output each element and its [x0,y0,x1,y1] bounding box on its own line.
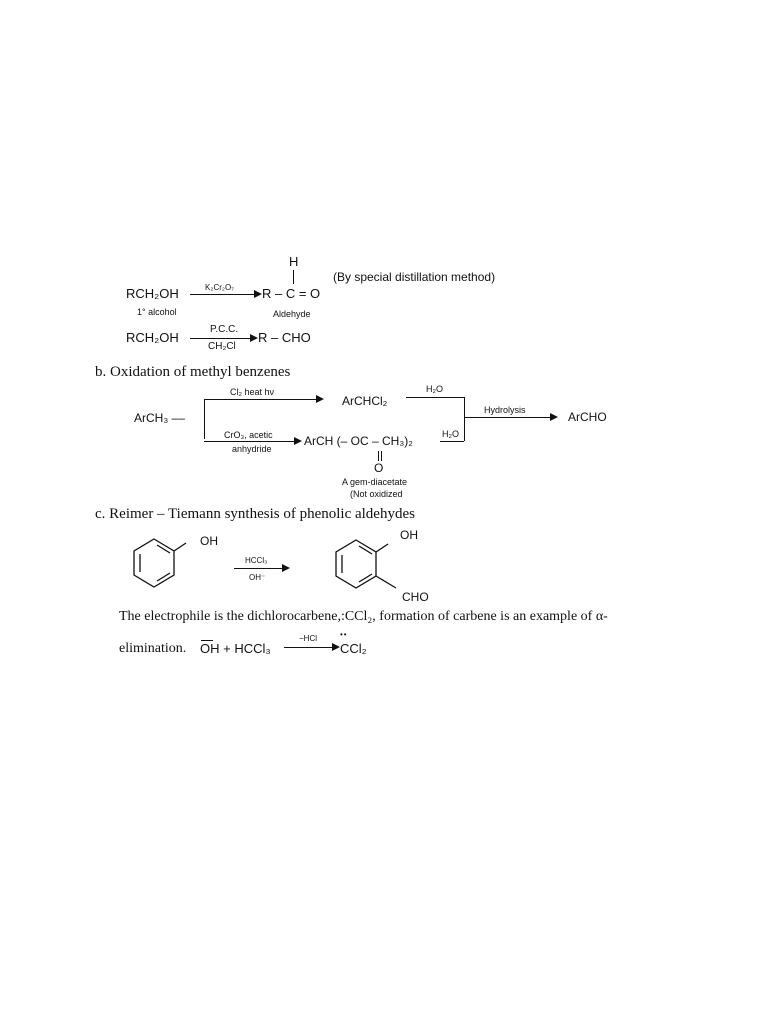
reactant-rch2oh-2: RCH₂OH [126,330,179,345]
lower-arrow-head [294,437,302,445]
arrow-1-head [254,290,262,298]
bond-c-h [293,270,294,284]
upper-reagent: Cl₂ heat hν [230,387,275,397]
upper-h2o-line [406,397,464,398]
equation-arrow-head [332,643,340,651]
upper-arrow [204,399,318,400]
hydrolysis-arrow [464,417,552,418]
archo: ArCHO [568,410,607,424]
distillation-note: (By special distillation method) [333,270,496,284]
carbonyl-bond-1 [378,451,379,461]
carbene-lone-pair: •• [340,630,348,639]
lower-arrow [204,441,296,442]
carbonyl-o: O [374,461,384,475]
equation-right: CCl₂ [340,641,367,656]
carbonyl-bond-2 [381,451,382,461]
upper-arrow-head [316,395,324,403]
rt-arrow [234,568,284,569]
arrow-1 [190,294,256,295]
reagent-hccl3: HCCl₃ [245,556,268,565]
elimination-label: elimination. [119,641,187,656]
product-rc-o: R – C = O [262,286,321,301]
lower-reagent-bottom: anhydride [232,444,272,454]
phenol-ring [128,535,208,595]
arrow-2-head [250,334,258,342]
hydrolysis-label: Hydrolysis [484,405,526,415]
lower-h2o-line [440,441,464,442]
reagent-k2cr2o7: K₂Cr₂O₇ [205,283,234,292]
h2o-bottom: H₂O [442,429,459,439]
lower-reagent-top: CrO₃, acetic [224,430,273,440]
gem-diacetate-product: ArCH (– OC – CH₃)₂ [304,434,413,448]
arrow-2 [190,338,252,339]
h2o-top: H₂O [426,384,443,394]
electrophile-text: The electrophile is the dichlorocarbene,:CCl₂, formation of carbene is an example of α- [119,609,608,624]
label-1-alcohol: 1° alcohol [137,307,177,317]
heading-b: b. Oxidation of methyl benzenes [95,364,291,380]
phenol-oh: OH [200,534,218,548]
branch-vertical [204,399,205,439]
gem-label: A gem-diacetate [342,477,408,487]
reagent-pcc: P.C.C. [210,324,239,335]
archcl2: ArCHCl₂ [342,394,388,408]
product-rcho: R – CHO [258,330,311,345]
right-vertical [464,397,465,441]
label-aldehyde: Aldehyde [273,309,311,319]
product-h: H [289,254,299,269]
not-oxidized: (Not oxidized [350,489,403,499]
reagent-oh-minus: OH⁻ [249,573,266,582]
equation-arrow [284,647,334,648]
heading-c: c. Reimer – Tiemann synthesis of phenolic aldehydes [95,506,415,522]
salicylaldehyde-oh: OH [400,528,418,542]
reagent-ch2cl: CH₂Cl [208,341,236,352]
equation-reagent: −HCl [299,634,318,643]
equation-left: OH + HCCl₃ [200,641,271,656]
rt-arrow-head [282,564,290,572]
arch3: ArCH₃ –– [134,411,185,425]
hydrolysis-arrow-head [550,413,558,421]
salicylaldehyde-cho: CHO [402,590,429,604]
reactant-rch2oh-1: RCH₂OH [126,286,179,301]
